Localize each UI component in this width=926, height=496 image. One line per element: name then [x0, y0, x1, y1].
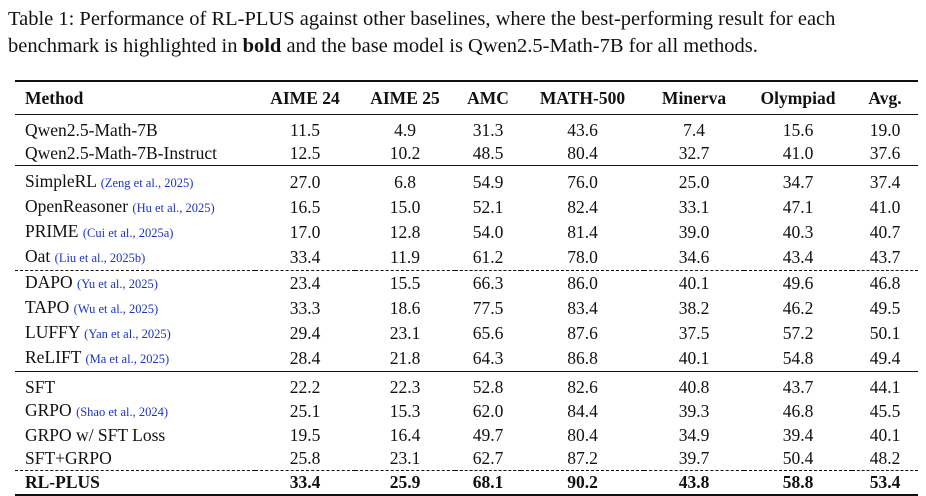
value-cell: 18.6: [389, 298, 421, 318]
method-cell: [15, 142, 255, 166]
table-caption: [8, 6, 918, 60]
value-cell: 25.8: [289, 448, 321, 468]
value-cell: 68.1: [472, 472, 504, 492]
value-cell: 10.2: [389, 143, 421, 163]
column-header: MATH-500: [539, 88, 626, 108]
table-row: [15, 296, 918, 321]
value-cell: 40.3: [782, 222, 814, 242]
value-cell: 62.7: [472, 448, 504, 468]
value-cell: 40.1: [869, 425, 901, 445]
value-cell: 23.4: [289, 273, 321, 293]
value-cell: 80.4: [567, 425, 598, 445]
value-cell: 21.8: [389, 348, 421, 368]
caption-prefix: Table 1: Performance of RL-PLUS against other baselines, where the best-performing result for each benchmark is highlighted in: [8, 8, 836, 57]
column-header: AIME 25: [370, 88, 440, 108]
method-cell: [15, 195, 255, 220]
method-cell: [15, 321, 255, 346]
method-cell: [15, 296, 255, 321]
column-header: Minerva: [661, 88, 727, 108]
value-cell: 87.2: [567, 448, 598, 468]
value-cell: 83.4: [567, 298, 598, 318]
table-row: [15, 271, 918, 297]
method-cell: [15, 166, 255, 196]
value-cell: 4.9: [394, 120, 416, 140]
method-cell: [15, 424, 255, 447]
value-cell: 61.2: [472, 247, 504, 267]
value-cell: 19.5: [289, 425, 321, 445]
method-cell: [15, 471, 255, 496]
value-cell: 52.1: [472, 197, 504, 217]
value-cell: 49.5: [869, 298, 901, 318]
value-cell: 54.0: [472, 222, 504, 242]
value-cell: 39.7: [678, 448, 710, 468]
value-cell: 29.4: [289, 323, 321, 343]
table-row: [15, 245, 918, 271]
table-row: [15, 195, 918, 220]
value-cell: 12.5: [289, 143, 321, 163]
method-name: Oat: [25, 246, 51, 266]
value-cell: 37.5: [678, 323, 710, 343]
value-cell: 25.9: [389, 472, 421, 492]
value-cell: 39.4: [782, 425, 814, 445]
citation-link[interactable]: (Hu et al., 2025): [132, 201, 215, 215]
value-cell: 86.8: [567, 348, 598, 368]
method-name: TAPO: [25, 297, 70, 317]
value-cell: 46.8: [869, 273, 901, 293]
value-cell: 78.0: [567, 247, 598, 267]
value-cell: 28.4: [289, 348, 321, 368]
method-name: SimpleRL: [25, 171, 97, 191]
value-cell: 12.8: [389, 222, 421, 242]
value-cell: 25.1: [289, 401, 321, 421]
value-cell: 81.4: [567, 222, 598, 242]
value-cell: 49.6: [782, 273, 814, 293]
value-cell: 11.5: [290, 120, 320, 140]
value-cell: 87.6: [567, 323, 598, 343]
column-header: AIME 24: [270, 88, 340, 108]
value-cell: 41.0: [869, 197, 901, 217]
table-row: [15, 166, 918, 196]
method-name: RL-PLUS: [25, 472, 100, 492]
table-row: [15, 447, 918, 471]
citation-link[interactable]: (Cui et al., 2025a): [82, 226, 174, 240]
value-cell: 34.6: [678, 247, 710, 267]
citation-link[interactable]: (Wu et al., 2025): [73, 302, 159, 316]
citation-link[interactable]: (Zeng et al., 2025): [100, 176, 194, 190]
value-cell: 22.3: [389, 377, 421, 397]
value-cell: 43.4: [782, 247, 814, 267]
value-cell: 22.2: [289, 377, 321, 397]
method-name: PRIME: [25, 221, 79, 241]
value-cell: 39.0: [678, 222, 710, 242]
table-row: [15, 399, 918, 424]
value-cell: 16.5: [289, 197, 321, 217]
citation-link[interactable]: (Ma et al., 2025): [85, 352, 170, 366]
citation-link[interactable]: (Shao et al., 2024): [76, 405, 169, 419]
value-cell: 65.6: [472, 323, 504, 343]
value-cell: 15.3: [389, 401, 421, 421]
method-name: Qwen2.5-Math-7B-Instruct: [25, 143, 217, 163]
method-name: LUFFY: [25, 322, 80, 342]
method-cell: [15, 245, 255, 271]
value-cell: 48.2: [869, 448, 901, 468]
value-cell: 23.1: [389, 448, 421, 468]
value-cell: 50.1: [869, 323, 901, 343]
value-cell: 40.7: [869, 222, 901, 242]
value-cell: 86.0: [567, 273, 598, 293]
value-cell: 57.2: [782, 323, 814, 343]
column-header: Avg.: [868, 88, 902, 108]
table-row: [15, 424, 918, 447]
method-cell: [15, 372, 255, 400]
value-cell: 40.8: [678, 377, 710, 397]
results-table: [15, 80, 918, 496]
value-cell: 34.7: [782, 172, 814, 192]
value-cell: 54.9: [472, 172, 504, 192]
method-cell: [15, 271, 255, 297]
value-cell: 41.0: [782, 143, 814, 163]
value-cell: 32.7: [678, 143, 710, 163]
table-row: [15, 372, 918, 400]
value-cell: 46.2: [782, 298, 814, 318]
value-cell: 37.4: [869, 172, 901, 192]
value-cell: 23.1: [389, 323, 421, 343]
value-cell: 15.6: [782, 120, 814, 140]
value-cell: 7.4: [683, 120, 705, 140]
value-cell: 77.5: [472, 298, 504, 318]
value-cell: 43.6: [567, 120, 598, 140]
value-cell: 31.3: [472, 120, 504, 140]
method-name: SFT: [25, 377, 56, 397]
value-cell: 27.0: [289, 172, 321, 192]
caption-suffix: and the base model is Qwen2.5-Math-7B for all methods.: [286, 35, 758, 57]
value-cell: 15.0: [389, 197, 421, 217]
citation-link[interactable]: (Yu et al., 2025): [77, 277, 158, 291]
table-row: [15, 220, 918, 245]
method-name: GRPO w/ SFT Loss: [25, 425, 166, 445]
value-cell: 33.4: [289, 247, 321, 267]
column-header: Olympiad: [760, 88, 836, 108]
header-row: [15, 81, 918, 115]
method-name: OpenReasoner: [25, 196, 129, 216]
value-cell: 54.8: [782, 348, 814, 368]
method-cell: [15, 447, 255, 471]
method-cell: [15, 220, 255, 245]
value-cell: 33.1: [678, 197, 710, 217]
value-cell: 66.3: [472, 273, 504, 293]
value-cell: 15.5: [389, 273, 421, 293]
table-row: [15, 115, 918, 143]
table-row: [15, 321, 918, 346]
table-row: [15, 346, 918, 372]
value-cell: 80.4: [567, 143, 598, 163]
table-group: [15, 166, 918, 372]
value-cell: 43.8: [678, 472, 710, 492]
column-header: AMC: [467, 88, 509, 108]
citation-link[interactable]: (Liu et al., 2025b): [54, 251, 146, 265]
table-group: [15, 372, 918, 496]
value-cell: 16.4: [389, 425, 421, 445]
table-header: [15, 81, 918, 115]
table-row: [15, 142, 918, 166]
value-cell: 46.8: [782, 401, 814, 421]
value-cell: 40.1: [678, 348, 710, 368]
value-cell: 90.2: [567, 472, 598, 492]
method-cell: [15, 346, 255, 372]
method-cell: [15, 399, 255, 424]
value-cell: 49.7: [472, 425, 504, 445]
value-cell: 40.1: [678, 273, 710, 293]
value-cell: 17.0: [289, 222, 321, 242]
method-name: SFT+GRPO: [25, 448, 112, 468]
value-cell: 53.4: [869, 472, 901, 492]
value-cell: 19.0: [869, 120, 901, 140]
value-cell: 33.3: [289, 298, 321, 318]
value-cell: 45.5: [869, 401, 901, 421]
method-name: Qwen2.5-Math-7B: [25, 120, 158, 140]
value-cell: 64.3: [472, 348, 504, 368]
value-cell: 82.4: [567, 197, 598, 217]
value-cell: 50.4: [782, 448, 814, 468]
method-name: DAPO: [25, 272, 73, 292]
value-cell: 47.1: [782, 197, 814, 217]
value-cell: 76.0: [567, 172, 598, 192]
value-cell: 39.3: [678, 401, 710, 421]
value-cell: 43.7: [782, 377, 814, 397]
caption-bold-word: bold: [242, 35, 282, 57]
table-group: [15, 115, 918, 166]
value-cell: 34.9: [678, 425, 710, 445]
value-cell: 11.9: [390, 247, 420, 267]
value-cell: 6.8: [394, 172, 416, 192]
value-cell: 62.0: [472, 401, 504, 421]
value-cell: 37.6: [869, 143, 901, 163]
method-cell: [15, 115, 255, 143]
value-cell: 82.6: [567, 377, 598, 397]
value-cell: 33.4: [289, 472, 321, 492]
value-cell: 49.4: [869, 348, 901, 368]
value-cell: 44.1: [869, 377, 901, 397]
value-cell: 25.0: [678, 172, 710, 192]
value-cell: 58.8: [782, 472, 814, 492]
value-cell: 38.2: [678, 298, 710, 318]
value-cell: 52.8: [472, 377, 504, 397]
column-header: Method: [25, 88, 84, 108]
citation-link[interactable]: (Yan et al., 2025): [84, 327, 171, 341]
value-cell: 48.5: [472, 143, 504, 163]
method-name: ReLIFT: [25, 347, 82, 367]
table-row: [15, 471, 918, 496]
value-cell: 43.7: [869, 247, 901, 267]
method-name: GRPO: [25, 400, 72, 420]
results-table-container: [15, 80, 918, 496]
value-cell: 84.4: [567, 401, 598, 421]
